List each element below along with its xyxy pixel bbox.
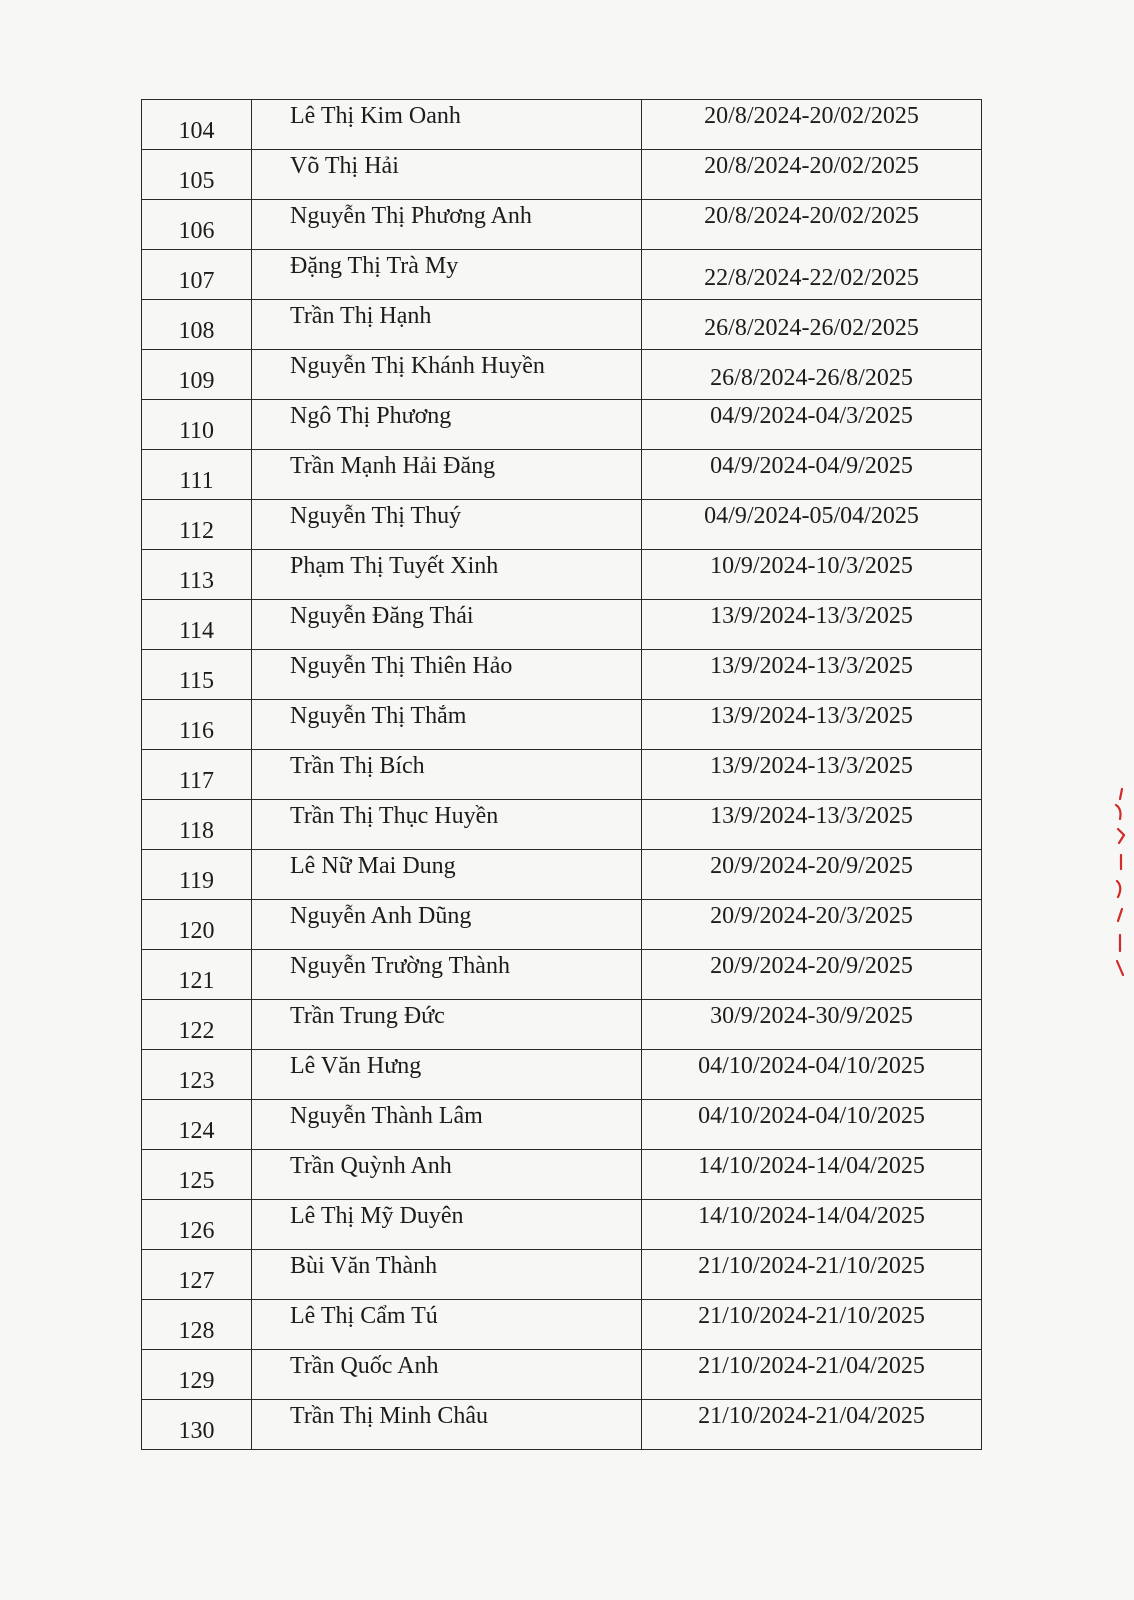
person-name: Lê Nữ Mai Dung — [252, 850, 642, 900]
person-name: Nguyễn Thị Thắm — [252, 700, 642, 750]
person-name: Trần Mạnh Hải Đăng — [252, 450, 642, 500]
row-number: 116 — [142, 700, 252, 750]
person-name: Trần Thị Thục Huyền — [252, 800, 642, 850]
person-name: Nguyễn Anh Dũng — [252, 900, 642, 950]
row-number: 114 — [142, 600, 252, 650]
row-number: 122 — [142, 1000, 252, 1050]
person-name: Võ Thị Hải — [252, 150, 642, 200]
row-number: 109 — [142, 350, 252, 400]
row-number: 124 — [142, 1100, 252, 1150]
date-range: 14/10/2024-14/04/2025 — [642, 1150, 982, 1200]
table-row — [142, 1400, 982, 1450]
row-number: 130 — [142, 1400, 252, 1450]
table-row — [142, 500, 982, 550]
table-row — [142, 350, 982, 400]
row-number: 108 — [142, 300, 252, 350]
table-row — [142, 1250, 982, 1300]
table-row — [142, 1100, 982, 1150]
person-name: Trần Thị Minh Châu — [252, 1400, 642, 1450]
row-number: 115 — [142, 650, 252, 700]
table-row — [142, 800, 982, 850]
date-range: 13/9/2024-13/3/2025 — [642, 800, 982, 850]
date-range: 13/9/2024-13/3/2025 — [642, 700, 982, 750]
row-number: 104 — [142, 100, 252, 150]
person-name: Nguyễn Thị Khánh Huyền — [252, 350, 642, 400]
person-name: Lê Thị Cẩm Tú — [252, 1300, 642, 1350]
row-number: 123 — [142, 1050, 252, 1100]
table-row — [142, 1000, 982, 1050]
person-name: Trần Trung Đức — [252, 1000, 642, 1050]
row-number: 126 — [142, 1200, 252, 1250]
person-name: Lê Văn Hưng — [252, 1050, 642, 1100]
date-range: 14/10/2024-14/04/2025 — [642, 1200, 982, 1250]
table-row — [142, 100, 982, 150]
row-number: 106 — [142, 200, 252, 250]
person-name: Lê Thị Kim Oanh — [252, 100, 642, 150]
table-row — [142, 450, 982, 500]
table-row — [142, 1050, 982, 1100]
date-range: 04/9/2024-04/9/2025 — [642, 450, 982, 500]
registration-table — [141, 99, 982, 1450]
person-name: Trần Quỳnh Anh — [252, 1150, 642, 1200]
date-range: 04/10/2024-04/10/2025 — [642, 1100, 982, 1150]
date-range: 10/9/2024-10/3/2025 — [642, 550, 982, 600]
person-name: Trần Quốc Anh — [252, 1350, 642, 1400]
table-row — [142, 1350, 982, 1400]
date-range: 30/9/2024-30/9/2025 — [642, 1000, 982, 1050]
person-name: Trần Thị Bích — [252, 750, 642, 800]
row-number: 107 — [142, 250, 252, 300]
person-name: Nguyễn Thị Thuý — [252, 500, 642, 550]
date-range: 13/9/2024-13/3/2025 — [642, 600, 982, 650]
table-row — [142, 150, 982, 200]
person-name: Ngô Thị Phương — [252, 400, 642, 450]
date-range: 20/8/2024-20/02/2025 — [642, 100, 982, 150]
table-row — [142, 1150, 982, 1200]
row-number: 118 — [142, 800, 252, 850]
date-range: 21/10/2024-21/10/2025 — [642, 1300, 982, 1350]
table-row — [142, 1200, 982, 1250]
table-body — [142, 100, 982, 1450]
person-name: Nguyễn Đăng Thái — [252, 600, 642, 650]
table-row — [142, 750, 982, 800]
person-name: Nguyễn Thị Thiên Hảo — [252, 650, 642, 700]
table-row — [142, 300, 982, 350]
date-range: 20/9/2024-20/9/2025 — [642, 950, 982, 1000]
table-row — [142, 900, 982, 950]
table-row — [142, 700, 982, 750]
date-range: 21/10/2024-21/04/2025 — [642, 1350, 982, 1400]
table-row — [142, 950, 982, 1000]
table-row — [142, 600, 982, 650]
row-number: 127 — [142, 1250, 252, 1300]
row-number: 120 — [142, 900, 252, 950]
date-range: 04/9/2024-05/04/2025 — [642, 500, 982, 550]
row-number: 113 — [142, 550, 252, 600]
date-range: 21/10/2024-21/04/2025 — [642, 1400, 982, 1450]
person-name: Phạm Thị Tuyết Xinh — [252, 550, 642, 600]
table-row — [142, 1300, 982, 1350]
date-range: 22/8/2024-22/02/2025 — [642, 250, 982, 300]
row-number: 121 — [142, 950, 252, 1000]
date-range: 13/9/2024-13/3/2025 — [642, 650, 982, 700]
date-range: 13/9/2024-13/3/2025 — [642, 750, 982, 800]
person-name: Nguyễn Thành Lâm — [252, 1100, 642, 1150]
date-range: 20/8/2024-20/02/2025 — [642, 200, 982, 250]
date-range: 26/8/2024-26/02/2025 — [642, 300, 982, 350]
person-name: Nguyễn Trường Thành — [252, 950, 642, 1000]
date-range: 20/8/2024-20/02/2025 — [642, 150, 982, 200]
row-number: 125 — [142, 1150, 252, 1200]
date-range: 04/10/2024-04/10/2025 — [642, 1050, 982, 1100]
row-number: 110 — [142, 400, 252, 450]
table-row — [142, 850, 982, 900]
red-stamp-edge-icon — [1112, 785, 1128, 985]
row-number: 129 — [142, 1350, 252, 1400]
row-number: 105 — [142, 150, 252, 200]
person-name: Đặng Thị Trà My — [252, 250, 642, 300]
date-range: 20/9/2024-20/9/2025 — [642, 850, 982, 900]
table-row — [142, 250, 982, 300]
table-row — [142, 400, 982, 450]
date-range: 21/10/2024-21/10/2025 — [642, 1250, 982, 1300]
row-number: 117 — [142, 750, 252, 800]
person-name: Lê Thị Mỹ Duyên — [252, 1200, 642, 1250]
row-number: 111 — [142, 450, 252, 500]
date-range: 04/9/2024-04/3/2025 — [642, 400, 982, 450]
table-row — [142, 200, 982, 250]
row-number: 119 — [142, 850, 252, 900]
table-row — [142, 550, 982, 600]
person-name: Trần Thị Hạnh — [252, 300, 642, 350]
table-row — [142, 650, 982, 700]
date-range: 26/8/2024-26/8/2025 — [642, 350, 982, 400]
person-name: Nguyễn Thị Phương Anh — [252, 200, 642, 250]
row-number: 112 — [142, 500, 252, 550]
person-name: Bùi Văn Thành — [252, 1250, 642, 1300]
row-number: 128 — [142, 1300, 252, 1350]
date-range: 20/9/2024-20/3/2025 — [642, 900, 982, 950]
